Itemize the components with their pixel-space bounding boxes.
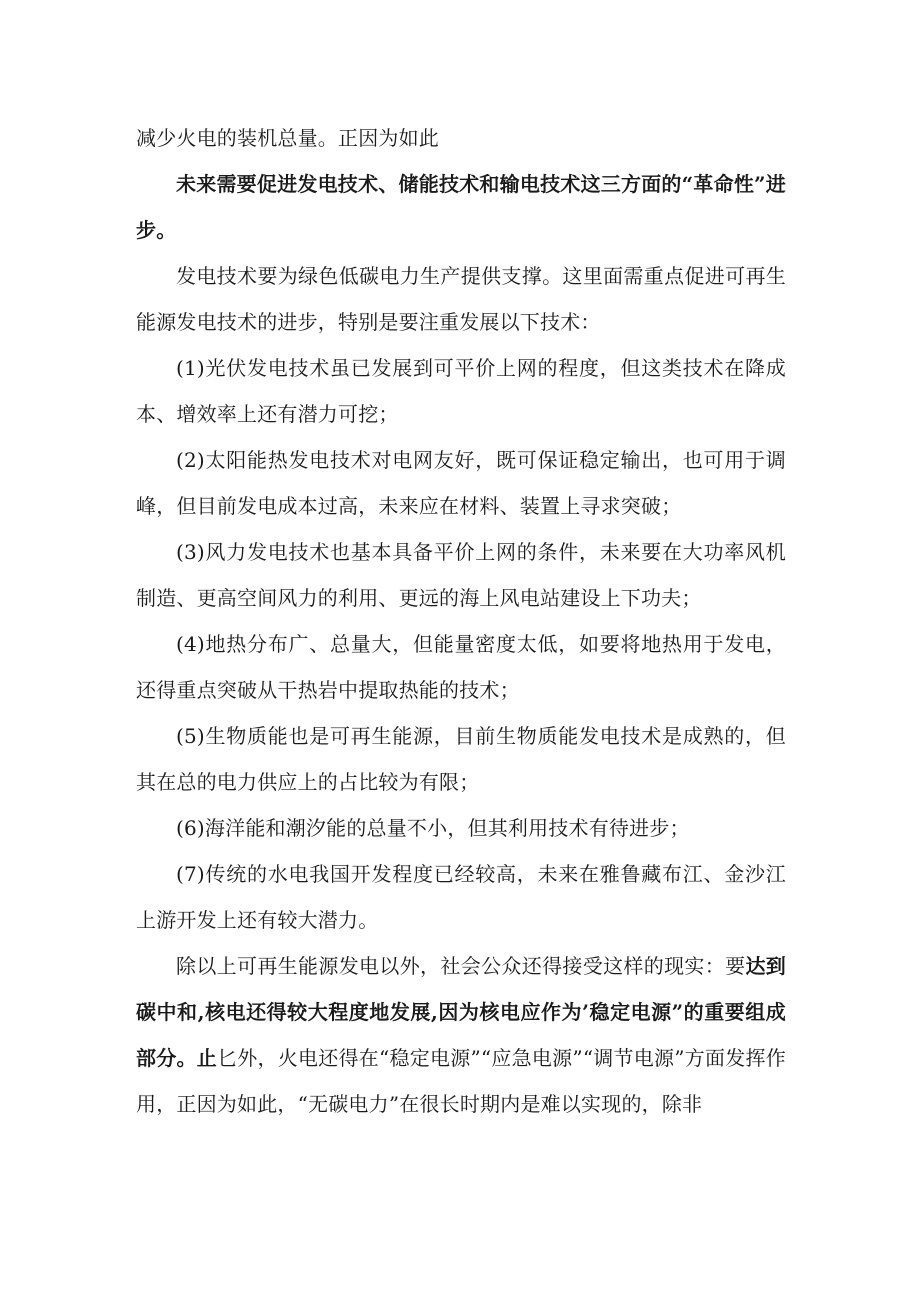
list-item-1: (1)光伏发电技术虽已发展到可平价上网的程度，但这类技术在降成本、增效率上还有潜力可挖；	[136, 356, 786, 426]
conclusion-text-start: 除以上可再生能源发电以外，社会公众还得接受这样的现实：要	[176, 954, 746, 978]
list-item-6: (6)海洋能和潮汐能的总量不小，但其利用技术有待进步；	[176, 816, 690, 840]
paragraph-heading-bold: 未来需要促进发电技术、储能技术和输电技术这三方面的“革命性”进步。	[136, 172, 786, 242]
list-item-3: (3)风力发电技术也基本具备平价上网的条件，未来要在大功率风机制造、更高空间风力的利用、更远的海上风电站建设上下功夫；	[136, 540, 786, 610]
conclusion-text-end: 匕外，火电还得在“稳定电源”“应急电源”“调节电源”方面发挥作用，正因为如此，“无碳电力”在很长时期内是难以实现的，除非	[136, 1046, 786, 1116]
list-item-7: (7)传统的水电我国开发程度已经较高，未来在雅鲁藏布江、金沙江上游开发上还有较大潜力。	[136, 862, 786, 932]
list-item-2: (2)太阳能热发电技术对电网友好，既可保证稳定输出，也可用于调峰，但目前发电成本过高，未来应在材料、装置上寻求突破；	[136, 448, 786, 518]
paragraph-intro: 发电技术要为绿色低碳电力生产提供支撑。这里面需重点促进可再生能源发电技术的进步，特别是要注重发展以下技术：	[136, 264, 786, 334]
conclusion-text-bold: 达到碳中和,核电还得较大程度地发展,因为核电应作为’稳定电源”的重要组成部分。止	[136, 954, 786, 1070]
paragraph-continuation: 减少火电的装机总量。正因为如此	[136, 126, 439, 150]
list-item-4: (4)地热分布广、总量大，但能量密度太低，如要将地热用于发电，还得重点突破从干热岩中提取热能的技术；	[136, 632, 786, 702]
paragraph-conclusion	[136, 943, 786, 1127]
list-item-5: (5)生物质能也是可再生能源，目前生物质能发电技术是成熟的，但其在总的电力供应上的占比较为有限；	[136, 724, 786, 794]
